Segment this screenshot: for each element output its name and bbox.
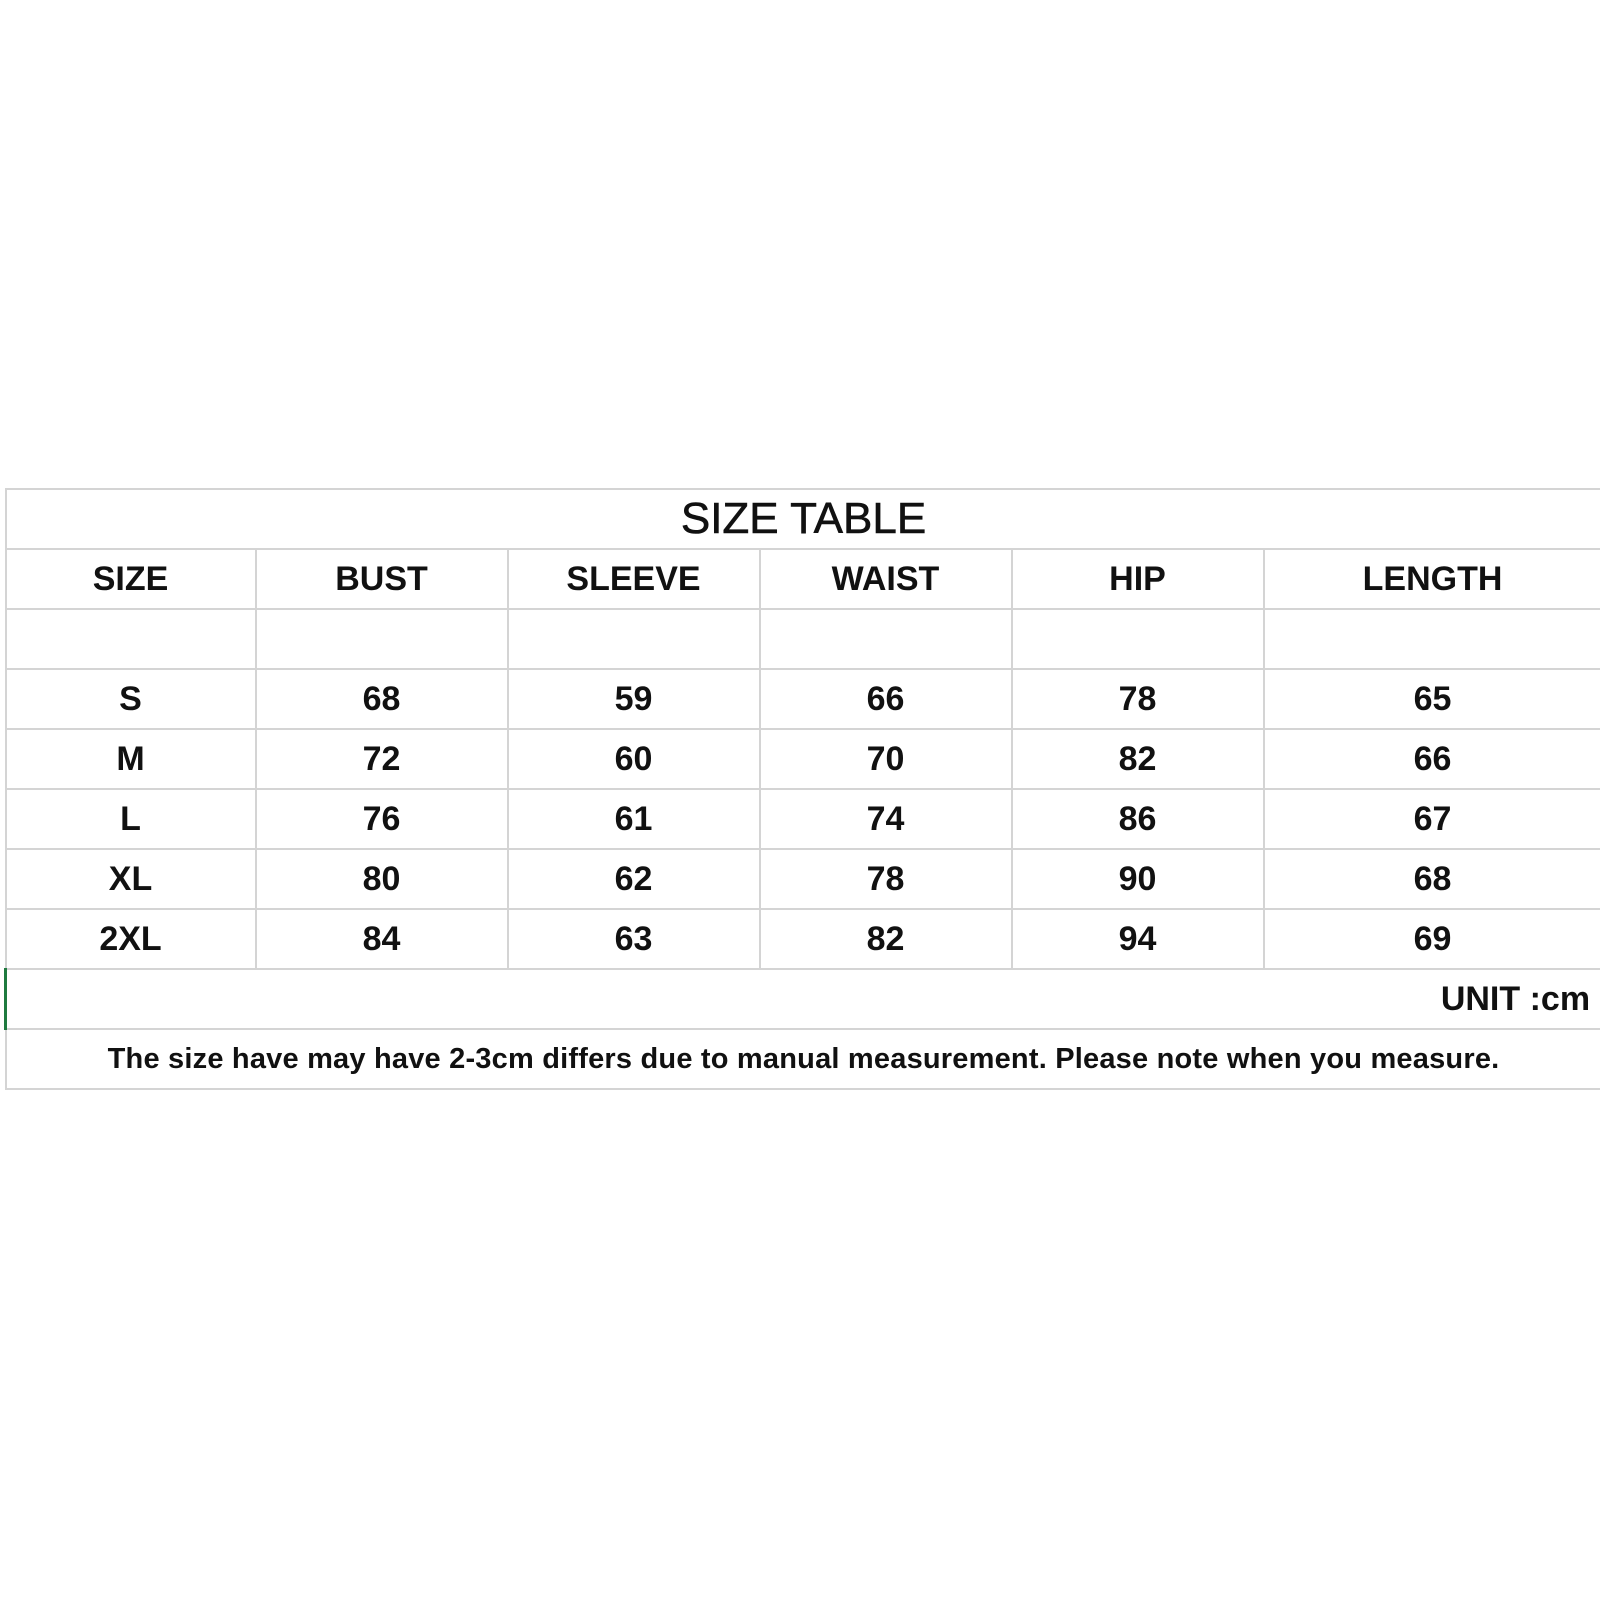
table-row [6,669,1600,729]
header-row [6,549,1600,609]
table-row [6,729,1600,789]
empty-cell [1264,609,1600,669]
header-sleeve: SLEEVE [508,549,760,609]
empty-cell [508,609,760,669]
length-cell: 68 [1264,849,1600,909]
empty-cell [6,609,256,669]
hip-cell: 90 [1012,849,1264,909]
size-cell: S [6,669,256,729]
empty-cell [256,609,508,669]
header-length: LENGTH [1264,549,1600,609]
bust-cell: 80 [256,849,508,909]
sleeve-cell: 63 [508,909,760,969]
note-row [6,1029,1600,1089]
hip-cell: 82 [1012,729,1264,789]
length-cell: 67 [1264,789,1600,849]
header-waist: WAIST [760,549,1012,609]
bust-cell: 76 [256,789,508,849]
measurement-note: The size have may have 2-3cm differs due to manual measurement. Please note when you measure. [6,1029,1600,1089]
size-cell: 2XL [6,909,256,969]
waist-cell: 66 [760,669,1012,729]
waist-cell: 74 [760,789,1012,849]
table-row [6,849,1600,909]
sleeve-cell: 60 [508,729,760,789]
header-bust: BUST [256,549,508,609]
bust-cell: 72 [256,729,508,789]
hip-cell: 78 [1012,669,1264,729]
title-row [6,489,1600,549]
bust-cell: 84 [256,909,508,969]
sleeve-cell: 59 [508,669,760,729]
header-hip: HIP [1012,549,1264,609]
size-table [4,488,1600,1090]
hip-cell: 94 [1012,909,1264,969]
sleeve-cell: 61 [508,789,760,849]
unit-label[interactable]: UNIT :cm [6,969,1600,1029]
table-row [6,909,1600,969]
table-title: SIZE TABLE [6,489,1600,549]
waist-cell: 82 [760,909,1012,969]
length-cell: 69 [1264,909,1600,969]
header-size: SIZE [6,549,256,609]
size-cell: M [6,729,256,789]
sleeve-cell: 62 [508,849,760,909]
empty-cell [1012,609,1264,669]
unit-row [6,969,1600,1029]
bust-cell: 68 [256,669,508,729]
table-row [6,789,1600,849]
hip-cell: 86 [1012,789,1264,849]
size-cell: XL [6,849,256,909]
size-cell: L [6,789,256,849]
empty-row [6,609,1600,669]
waist-cell: 78 [760,849,1012,909]
length-cell: 65 [1264,669,1600,729]
waist-cell: 70 [760,729,1012,789]
length-cell: 66 [1264,729,1600,789]
empty-cell [760,609,1012,669]
